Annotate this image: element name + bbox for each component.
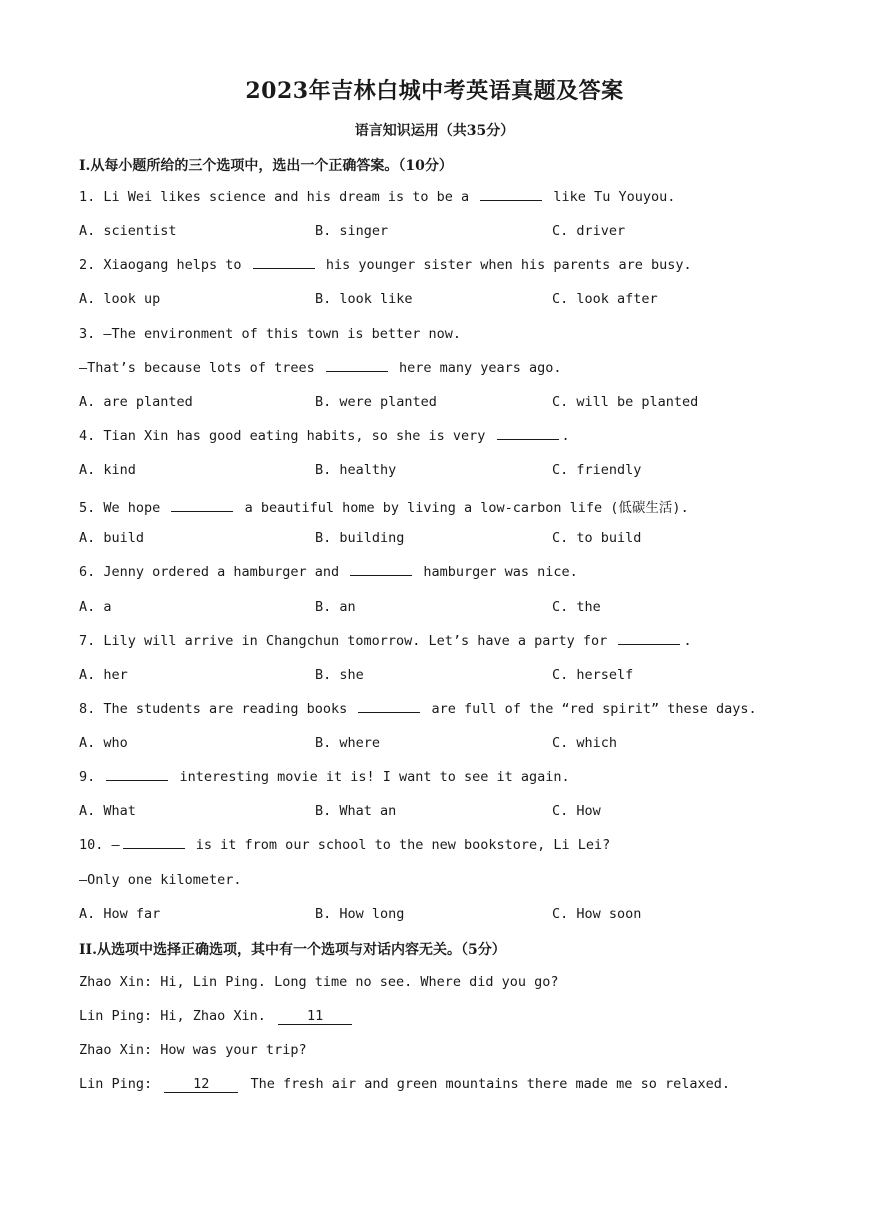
answer-blank-12: 12 bbox=[164, 1076, 238, 1093]
dialogue-line-4: Lin Ping: 12 The fresh air and green mountains there made me so relaxed. bbox=[79, 1076, 730, 1092]
q6-option-b: B. an bbox=[315, 599, 356, 615]
question-4: 4. Tian Xin has good eating habits, so she is very . bbox=[79, 428, 570, 444]
q5-option-c: C. to build bbox=[552, 530, 642, 546]
q3-option-b: B. were planted bbox=[315, 394, 437, 410]
q10-option-b: B. How long bbox=[315, 906, 405, 922]
q10-option-c: C. How soon bbox=[552, 906, 642, 922]
section-2-heading: II.从选项中选择正确选项，其中有一个选项与对话内容无关。（5分） bbox=[79, 942, 506, 958]
q8-option-a: A. who bbox=[79, 735, 128, 751]
q5-option-a: A. build bbox=[79, 530, 145, 546]
question-1: 1. Li Wei likes science and his dream is to be a like Tu Youyou. bbox=[79, 189, 676, 205]
q2-option-a: A. look up bbox=[79, 291, 161, 307]
question-10-reply: —Only one kilometer. bbox=[79, 872, 242, 888]
dialogue-line-1: Zhao Xin: Hi, Lin Ping. Long time no see. Where did you go? bbox=[79, 974, 559, 990]
question-3-reply: —That’s because lots of trees here many years ago. bbox=[79, 360, 562, 376]
q7-option-c: C. herself bbox=[552, 667, 634, 683]
q8-option-b: B. where bbox=[315, 735, 381, 751]
q6-option-a: A. a bbox=[79, 599, 112, 615]
document-title: 2023年吉林白城中考英语真题及答案 bbox=[245, 78, 624, 104]
q3-option-a: A. are planted bbox=[79, 394, 193, 410]
question-9: 9. interesting movie it is! I want to see it again. bbox=[79, 769, 570, 785]
answer-blank bbox=[253, 267, 315, 269]
answer-blank bbox=[123, 847, 185, 849]
q1-option-b: B. singer bbox=[315, 223, 389, 239]
q3-option-c: C. will be planted bbox=[552, 394, 699, 410]
q6-option-c: C. the bbox=[552, 599, 601, 615]
q4-option-c: C. friendly bbox=[552, 462, 642, 478]
answer-blank bbox=[618, 643, 680, 645]
document-subtitle: 语言知识运用（共35分） bbox=[354, 123, 515, 139]
question-6: 6. Jenny ordered a hamburger and hamburger was nice. bbox=[79, 564, 578, 580]
q4-option-a: A. kind bbox=[79, 462, 136, 478]
q1-option-c: C. driver bbox=[552, 223, 626, 239]
answer-blank bbox=[480, 199, 542, 201]
q9-option-a: A. What bbox=[79, 803, 136, 819]
q4-option-b: B. healthy bbox=[315, 462, 397, 478]
q9-option-c: C. How bbox=[552, 803, 601, 819]
question-2: 2. Xiaogang helps to his younger sister when his parents are busy. bbox=[79, 257, 692, 273]
answer-blank-11: 11 bbox=[278, 1008, 352, 1025]
q2-option-b: B. look like bbox=[315, 291, 413, 307]
q7-option-b: B. she bbox=[315, 667, 364, 683]
question-3: 3. —The environment of this town is better now. bbox=[79, 326, 462, 342]
answer-blank bbox=[171, 510, 233, 512]
section-1-heading: I.从每小题所给的三个选项中，选出一个正确答案。（10分） bbox=[79, 158, 453, 174]
q8-option-c: C. which bbox=[552, 735, 618, 751]
answer-blank bbox=[350, 574, 412, 576]
answer-blank bbox=[497, 438, 559, 440]
q10-option-a: A. How far bbox=[79, 906, 161, 922]
q5-option-b: B. building bbox=[315, 530, 405, 546]
dialogue-line-2: Lin Ping: Hi, Zhao Xin. 11 bbox=[79, 1008, 356, 1025]
question-10: 10. — is it from our school to the new bookstore, Li Lei? bbox=[79, 837, 611, 853]
q7-option-a: A. her bbox=[79, 667, 128, 683]
q1-option-a: A. scientist bbox=[79, 223, 177, 239]
answer-blank bbox=[326, 370, 388, 372]
question-7: 7. Lily will arrive in Changchun tomorrow. Let’s have a party for . bbox=[79, 633, 692, 649]
q9-option-b: B. What an bbox=[315, 803, 397, 819]
question-8: 8. The students are reading books are full of the “red spirit” these days. bbox=[79, 701, 757, 717]
answer-blank bbox=[358, 711, 420, 713]
answer-blank bbox=[106, 779, 168, 781]
dialogue-line-3: Zhao Xin: How was your trip? bbox=[79, 1042, 307, 1058]
question-5: 5. We hope a beautiful home by living a low-carbon life (低碳生活). bbox=[79, 500, 689, 516]
q2-option-c: C. look after bbox=[552, 291, 658, 307]
